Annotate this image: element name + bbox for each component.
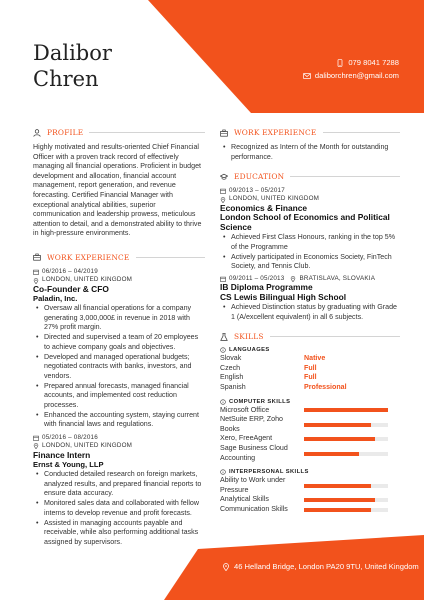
section-rule (270, 336, 400, 337)
profile-text: Highly motivated and results-oriented Chief Financial Officer with a proven track record of effectively managing all financial operations. Proficient in budget development and allocation, financial account management, report generation, and revenue forecasting. Certified Financial Manager with exceptional analytical abilities, superior communication and leadership prowess, meticulous attention to detail, and a demonstrated ability to thrive in high-pressure environments. (33, 143, 202, 238)
info-circle-icon (220, 347, 226, 353)
location-pin-icon (33, 278, 39, 284)
calendar-icon (33, 435, 39, 441)
education-dates-text: 09/2011 – 05/2013 (229, 274, 285, 282)
bullet-item: • Assisted in managing accounts payable and receivable, while also performing additional tasks assigned by supervisors. (33, 519, 205, 548)
bullet-item: • Prepared annual forecasts, managed financial accounts, and implemented cost reduction processes. (33, 382, 205, 411)
skill-name: Analytical Skills (220, 495, 269, 504)
work-continued-bullets (220, 143, 400, 162)
phone-text[interactable]: 079 8041 7288 (348, 58, 399, 67)
language-row (220, 373, 400, 383)
job-bullets (33, 304, 205, 430)
education-location-text: LONDON, UNITED KINGDOM (229, 195, 320, 203)
bullet-item: • Monitored sales data and collaborated with fellow interns to develop revenue and profit forecasts. (33, 499, 205, 518)
email-link[interactable]: daliborchren@gmail.com (314, 71, 399, 80)
language-level: Full (304, 363, 317, 372)
flask-icon (220, 333, 228, 341)
skill-name: Communication Skills (220, 504, 288, 513)
interpersonal-skills-title: INTERPERSONAL SKILLS (229, 469, 309, 476)
skill-name: Sage Business Cloud Accounting (220, 443, 288, 462)
work-continued-title: WORK EXPERIENCE (234, 128, 317, 137)
skill-row (220, 444, 400, 463)
work-continued-heading (220, 128, 400, 137)
education-location-text: BRATISLAVA, SLOVAKIA (299, 274, 376, 282)
info-circle-icon (220, 469, 226, 475)
skill-row (220, 415, 400, 434)
skill-name: Microsoft Office (220, 405, 270, 414)
job-dates (33, 268, 205, 276)
footer-address (222, 562, 419, 571)
school-name: London School of Economics and Political Science (220, 212, 390, 232)
skill-bar-fill (304, 423, 371, 427)
mail-icon (303, 72, 311, 80)
degree-name: IB Diploma Programme (220, 282, 313, 293)
skill-bar (304, 508, 388, 512)
languages-heading (220, 347, 400, 353)
job-dates (33, 434, 205, 442)
first-name: Dalibor (33, 41, 112, 65)
address-text: 46 Helland Bridge, London PA20 9TU, United Kingdom (234, 562, 419, 571)
section-rule (323, 132, 400, 133)
location-pin-icon (33, 443, 39, 449)
bullet-item: • Conducted detailed research on foreign markets, analyzed results, and prepared financial reports to ensure data accuracy. (33, 470, 205, 499)
job-company: Paladin, Inc. (33, 294, 78, 304)
language-row (220, 364, 400, 374)
skill-bar-fill (304, 498, 375, 502)
skill-row (220, 406, 400, 416)
languages-title: LANGUAGES (229, 347, 270, 354)
job-location-text: LONDON, UNITED KINGDOM (42, 442, 133, 450)
skill-name: Ability to Work under Pressure (220, 476, 286, 494)
location-pin-icon (290, 276, 296, 282)
briefcase-icon (220, 129, 228, 137)
calendar-icon (220, 188, 226, 194)
contact-block (303, 56, 399, 82)
job-entry (33, 268, 205, 430)
job-entry (33, 434, 205, 547)
phone-icon (336, 59, 344, 67)
degree-name: Economics & Finance (220, 202, 308, 213)
job-role: Co-Founder & CFO (33, 283, 109, 294)
skill-bar-fill (304, 452, 359, 456)
skill-bar (304, 437, 388, 441)
language-level: Professional (304, 383, 347, 391)
graduation-cap-icon (220, 173, 228, 181)
job-company: Ernst & Young, LLP (33, 460, 104, 470)
work-heading (33, 253, 205, 262)
language-name: Slovak (220, 354, 242, 363)
section-rule (89, 132, 205, 133)
language-row (220, 354, 400, 364)
calendar-icon (33, 269, 39, 275)
skill-row (220, 476, 400, 495)
skill-bar (304, 484, 388, 488)
computer-skills-list (220, 406, 400, 464)
briefcase-icon (33, 253, 41, 261)
skill-bar-fill (304, 408, 388, 412)
languages-list (220, 354, 400, 392)
education-title: EDUCATION (234, 172, 285, 181)
education-entry (220, 275, 400, 322)
computer-skills-title: COMPUTER SKILLS (229, 398, 291, 405)
bullet-item: • Oversaw all financial operations for a company generating 3,000,000£ in revenue in 2018 with 27% profit margin. (33, 304, 205, 333)
skill-bar-fill (304, 508, 371, 512)
info-circle-icon (220, 399, 226, 405)
bullet-item: • Directed and supervised a team of 20 employees to achieve company goals and objectives. (33, 333, 205, 352)
section-rule (290, 176, 400, 177)
skill-bar (304, 498, 388, 502)
language-name: Czech (220, 363, 241, 372)
language-level: Native (304, 354, 326, 363)
job-role: Finance Intern (33, 449, 91, 460)
skill-bar-fill (304, 437, 375, 441)
location-pin-icon (220, 197, 226, 203)
education-entry (220, 187, 400, 272)
skill-bar (304, 408, 388, 412)
skill-bar (304, 452, 388, 456)
bullet-item: • Enhanced the accounting system, staying current with financial laws and regulations. (33, 411, 205, 430)
email-row (303, 69, 399, 82)
education-heading (220, 172, 400, 181)
skill-row (220, 434, 400, 444)
skills-heading (220, 332, 400, 341)
phone-row (303, 56, 399, 69)
job-dates-text: 06/2016 – 04/2019 (42, 267, 98, 275)
job-dates-text: 05/2016 – 08/2016 (42, 433, 98, 441)
education-bullets (220, 233, 400, 272)
computer-skills-heading (220, 399, 400, 405)
school-name: CS Lewis Bilingual High School (220, 291, 347, 302)
language-level: Full (304, 373, 317, 382)
location-pin-icon (222, 563, 230, 571)
skill-bar (304, 423, 388, 427)
language-row (220, 383, 400, 393)
language-name: Spanish (220, 383, 246, 391)
profile-heading (33, 128, 205, 137)
person-icon (33, 129, 41, 137)
skill-row (220, 495, 400, 505)
work-title: WORK EXPERIENCE (47, 252, 130, 262)
bullet-item: • Recognized as Intern of the Month for outstanding performance. (220, 143, 400, 162)
right-column (220, 128, 400, 515)
skill-name: NetSuite ERP, Zoho Books (220, 415, 283, 433)
job-location-text: LONDON, UNITED KINGDOM (42, 276, 133, 284)
last-name: Chren (33, 67, 99, 91)
bullet-item: • Achieved First Class Honours, ranking in the top 5% of the Programme (220, 233, 400, 252)
bullet-item: • Achieved Distinction status by graduating with Grade 1 (A/excellent equivalent) in all 6 subjects. (220, 303, 400, 322)
bullet-item: • Developed and managed operational budgets; negotiated contracts with banks, investors, and vendors. (33, 353, 205, 382)
left-column (33, 128, 205, 548)
interpersonal-skills-list (220, 476, 400, 514)
skill-name: Xero, FreeAgent (220, 434, 273, 443)
interpersonal-skills-heading (220, 469, 400, 475)
skill-row (220, 505, 400, 515)
education-dates-text: 09/2013 – 05/2017 (229, 187, 285, 194)
bullet-item: • Actively participated in Economics Society, FinTech Society, and Tennis Club. (220, 253, 400, 272)
education-dates (220, 187, 400, 195)
education-bullets (220, 303, 400, 322)
candidate-name (33, 40, 112, 92)
language-name: English (220, 373, 244, 382)
skills-title: SKILLS (234, 332, 264, 342)
calendar-icon (220, 276, 226, 282)
profile-title: PROFILE (47, 128, 84, 137)
skill-bar-fill (304, 484, 371, 488)
job-bullets (33, 470, 205, 547)
section-rule (136, 257, 205, 258)
